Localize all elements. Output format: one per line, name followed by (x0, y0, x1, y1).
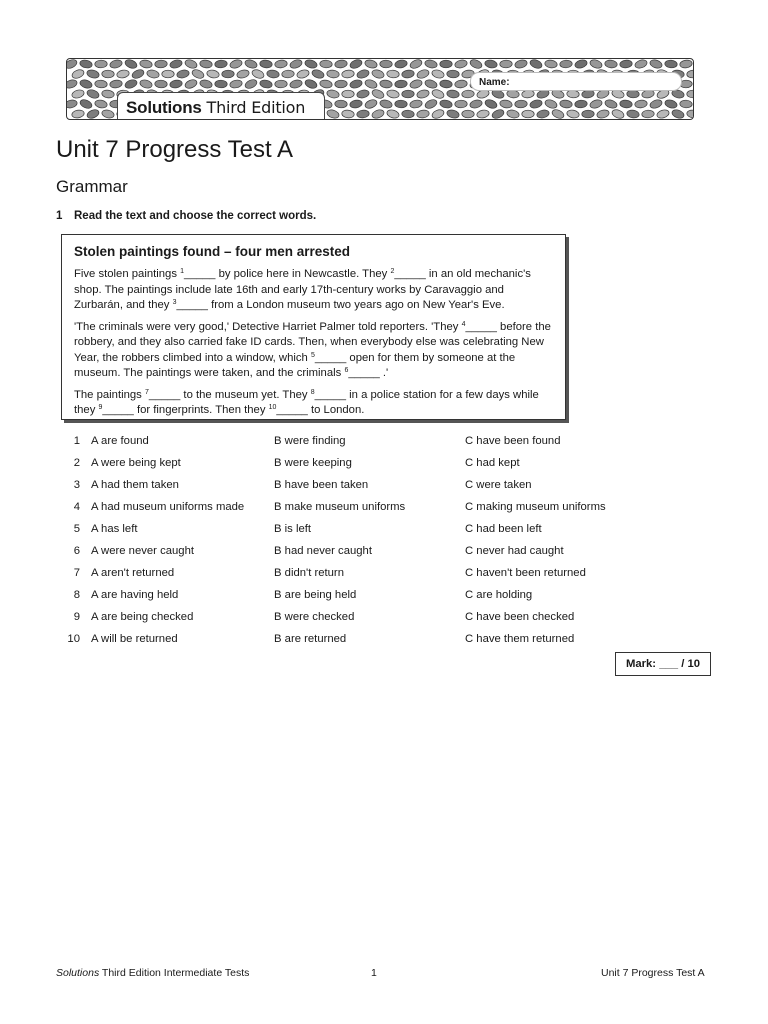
option-b[interactable]: B didn't return (274, 567, 344, 579)
gap-number: 10 (268, 404, 277, 411)
mark-box: Mark: ___ / 10 (615, 652, 711, 676)
option-c[interactable]: C have been found (465, 435, 561, 447)
option-a[interactable]: A were being kept (91, 457, 181, 469)
gap-number: 5 (310, 351, 315, 359)
question-number: 2 (73, 457, 80, 469)
option-b[interactable]: B were finding (274, 435, 346, 447)
option-b[interactable]: B are returned (274, 633, 347, 645)
question-row (56, 628, 706, 650)
gap-number: 1 (180, 268, 185, 275)
question-number: 9 (73, 611, 80, 623)
option-c[interactable]: C had kept (465, 457, 520, 469)
passage-paragraph-3: The paintings $^7$_____ to the museum yet. They $^8$_____ in a police station for a few days while they $^9$_____ for fingerprints. Then they $^{10}$_____ to London. (74, 388, 539, 416)
gap-number: 9 (98, 404, 103, 411)
footer-book-rest: Third Edition Intermediate Tests (99, 967, 250, 979)
option-b[interactable]: B are being held (274, 589, 357, 601)
option-a[interactable]: A are having held (91, 589, 179, 601)
question-number: 3 (73, 479, 80, 491)
option-a[interactable]: A has left (91, 523, 138, 535)
gap-number: 3 (172, 299, 177, 306)
question-row (56, 430, 706, 452)
option-c[interactable]: C making museum uniforms (465, 501, 606, 513)
question-number: 4 (73, 501, 80, 513)
option-a[interactable]: A are being checked (91, 611, 194, 623)
logo-light-text: Third Edition (201, 98, 306, 117)
footer-book-title (56, 967, 249, 979)
reading-passage (61, 234, 566, 420)
gap-number: 6 (344, 367, 349, 374)
option-a[interactable]: A are found (91, 435, 149, 447)
question-number: 6 (73, 545, 80, 557)
option-a[interactable]: A were never caught (91, 545, 194, 557)
exercise-number: 1 (56, 210, 63, 222)
option-b[interactable]: B have been taken (274, 479, 369, 491)
option-c[interactable]: C had been left (465, 523, 542, 535)
option-a[interactable]: A aren't returned (91, 567, 175, 579)
gap-number: 7 (144, 388, 149, 396)
option-c[interactable]: C never had caught (465, 545, 564, 557)
question-row (56, 474, 706, 496)
option-b[interactable]: B were checked (274, 611, 355, 623)
option-c[interactable]: C were taken (465, 479, 532, 491)
gap-number: 2 (390, 268, 395, 275)
page-title: Unit 7 Progress Test A (56, 136, 293, 163)
question-row (56, 452, 706, 474)
question-row (56, 496, 706, 518)
option-a[interactable]: A had museum uniforms made (91, 501, 245, 513)
question-number: 1 (73, 435, 80, 447)
footer-book-italic: Solutions (56, 967, 100, 979)
question-row (56, 562, 706, 584)
gap-number: 8 (310, 388, 315, 396)
option-c[interactable]: C are holding (465, 589, 533, 601)
name-label: Name: (479, 77, 510, 88)
option-c[interactable]: C have been checked (465, 611, 575, 623)
instruction-text: Read the text and choose the correct words. (74, 210, 317, 222)
question-list (56, 430, 706, 650)
option-a[interactable]: A had them taken (91, 479, 179, 491)
option-c[interactable]: C have them returned (465, 633, 575, 645)
option-a[interactable]: A will be returned (91, 633, 178, 645)
question-row (56, 606, 706, 628)
question-row (56, 518, 706, 540)
question-number: 10 (67, 633, 80, 645)
name-field[interactable] (470, 72, 682, 91)
header-banner (66, 58, 694, 120)
question-row (56, 540, 706, 562)
gap-number: 4 (461, 320, 466, 328)
question-number: 5 (73, 523, 80, 535)
solutions-logo (117, 92, 325, 120)
passage-paragraph-2: 'The criminals were very good,' Detective Harriet Palmer told reporters. 'They $^4$_____ before the robbery, and they also carried fake ID cards. Then, when everybody else was celebrating New Year, the robbers climbed into a window, which $^5$_____ open for them by someone at the museum. The paintings were taken, and the criminals $^6$_____ .' (74, 320, 551, 379)
section-title: Grammar (56, 177, 128, 196)
logo-bold-text: Solutions (126, 98, 202, 117)
question-number: 7 (73, 567, 80, 579)
passage-headline: Stolen paintings found – four men arrested (74, 244, 351, 259)
option-c[interactable]: C haven't been returned (465, 567, 586, 579)
footer-test-title: Unit 7 Progress Test A (601, 967, 705, 979)
option-b[interactable]: B had never caught (274, 545, 372, 557)
question-row (56, 584, 706, 606)
exercise-instruction (56, 210, 316, 222)
footer-page-number: 1 (371, 967, 377, 979)
question-number: 8 (73, 589, 80, 601)
option-b[interactable]: B were keeping (274, 457, 352, 469)
passage-paragraph-1: Five stolen paintings $^1$_____ by police here in Newcastle. They $^2$_____ in an old mechanic's shop. The paintings include late 16th and early 17th-century works by Caravaggio and Zurbarán, and they $^3$_____ from a London museum two years ago on New Year's Eve. (74, 268, 531, 311)
option-b[interactable]: B make museum uniforms (274, 501, 406, 513)
option-b[interactable]: B is left (274, 523, 312, 535)
